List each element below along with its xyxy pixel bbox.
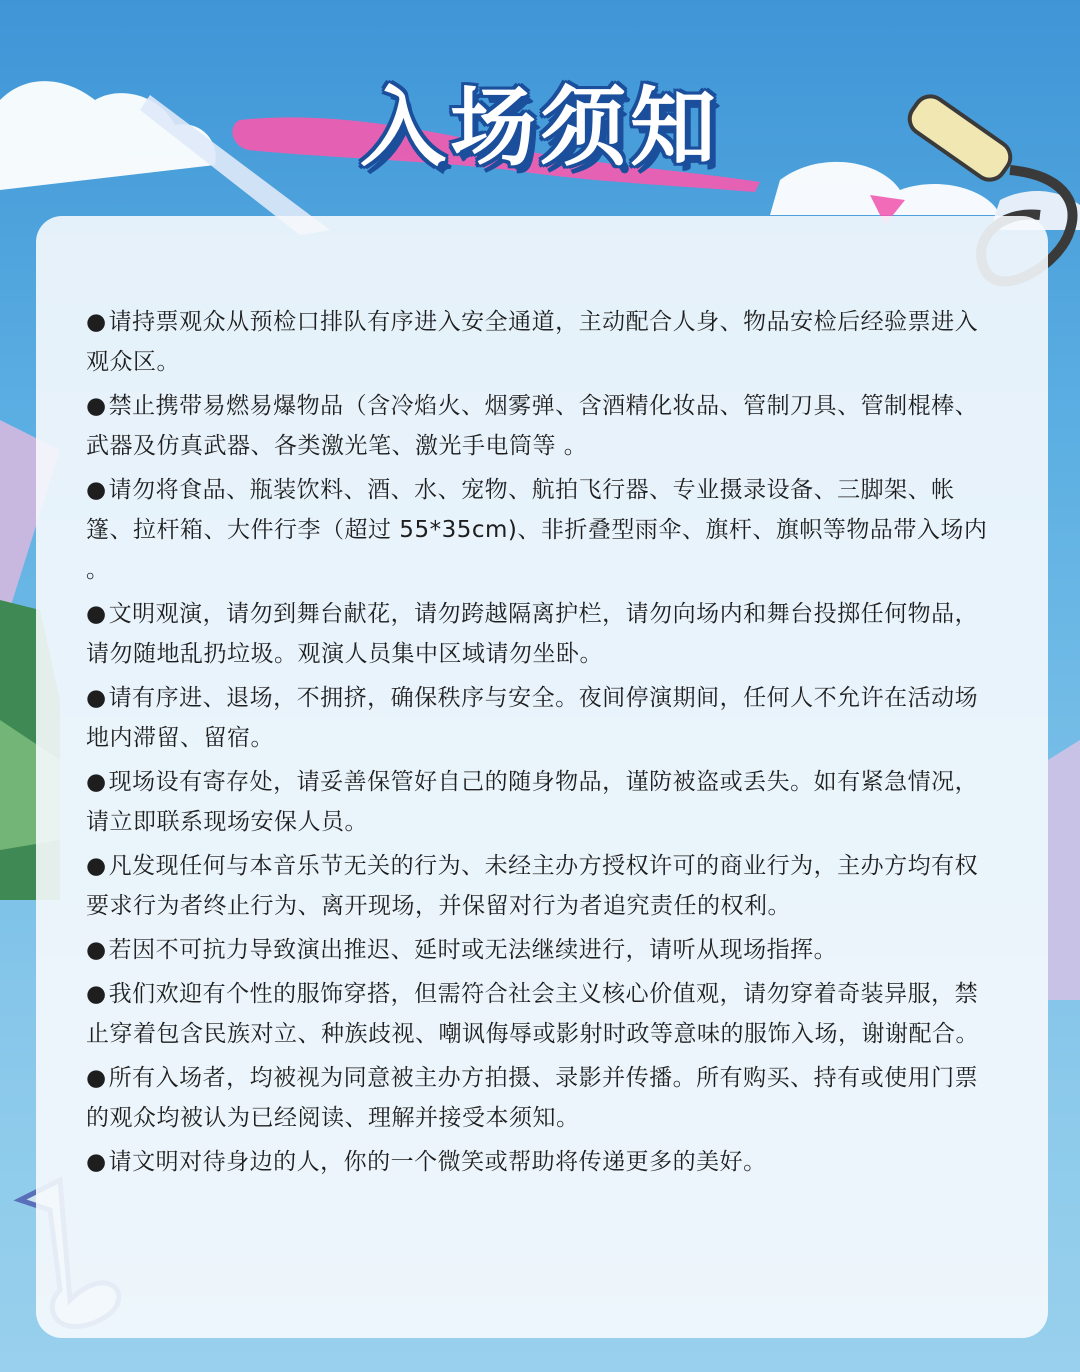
rule-item: ●若因不可抗力导致演出推迟、延时或无法继续进行，请听从现场指挥。 (86, 930, 998, 970)
rule-item: ●请持票观众从预检口排队有序进入安全通道，主动配合人身、物品安检后经验票进入观众区。 (86, 302, 998, 382)
rule-item: ●现场设有寄存处，请妥善保管好自己的随身物品，谨防被盗或丢失。如有紧急情况，请立即联系现场安保人员。 (86, 762, 998, 842)
rule-item: ●凡发现任何与本音乐节无关的行为、未经主办方授权许可的商业行为，主办方均有权要求行为者终止行为、离开现场，并保留对行为者追究责任的权利。 (86, 846, 998, 926)
bullet-icon: ● (86, 1149, 107, 1175)
rule-item: ●文明观演，请勿到舞台献花，请勿跨越隔离护栏，请勿向场内和舞台投掷任何物品，请勿随地乱扔垃圾。观演人员集中区域请勿坐卧。 (86, 594, 998, 674)
mountain-right (1048, 740, 1080, 1000)
bullet-icon: ● (86, 769, 107, 795)
bullet-icon: ● (86, 601, 107, 627)
bullet-icon: ● (86, 853, 107, 879)
rule-item: ●所有入场者，均被视为同意被主办方拍摄、录影并传播。所有购买、持有或使用门票的观众均被认为已经阅读、理解并接受本须知。 (86, 1058, 998, 1138)
bullet-icon: ● (86, 981, 107, 1007)
bullet-icon: ● (86, 937, 107, 963)
rules-list (86, 302, 998, 1186)
rule-item: ●请勿将食品、瓶装饮料、酒、水、宠物、航拍飞行器、专业摄录设备、三脚架、帐篷、拉杆箱、大件行李（超过 55*35cm)、非折叠型雨伞、旗杆、旗帜等物品带入场内 。 (86, 470, 998, 590)
bullet-icon: ● (86, 393, 107, 419)
rule-item: ●我们欢迎有个性的服饰穿搭，但需符合社会主义核心价值观，请勿穿着奇装异服，禁止穿着包含民族对立、种族歧视、嘲讽侮辱或影射时政等意味的服饰入场，谢谢配合。 (86, 974, 998, 1054)
rule-item: ●请文明对待身边的人，你的一个微笑或帮助将传递更多的美好。 (86, 1142, 998, 1182)
bullet-icon: ● (86, 1065, 107, 1091)
bullet-icon: ● (86, 309, 107, 335)
rule-item: ●请有序进、退场，不拥挤，确保秩序与安全。夜间停演期间，任何人不允许在活动场地内滞留、留宿。 (86, 678, 998, 758)
bullet-icon: ● (86, 477, 107, 503)
rule-item: ●禁止携带易燃易爆物品（含冷焰火、烟雾弹、含酒精化妆品、管制刀具、管制棍棒、武器及仿真武器、各类激光笔、激光手电筒等 。 (86, 386, 998, 466)
bullet-icon: ● (86, 685, 107, 711)
notice-card (36, 216, 1048, 1338)
page-title: 入场须知 (360, 78, 720, 178)
